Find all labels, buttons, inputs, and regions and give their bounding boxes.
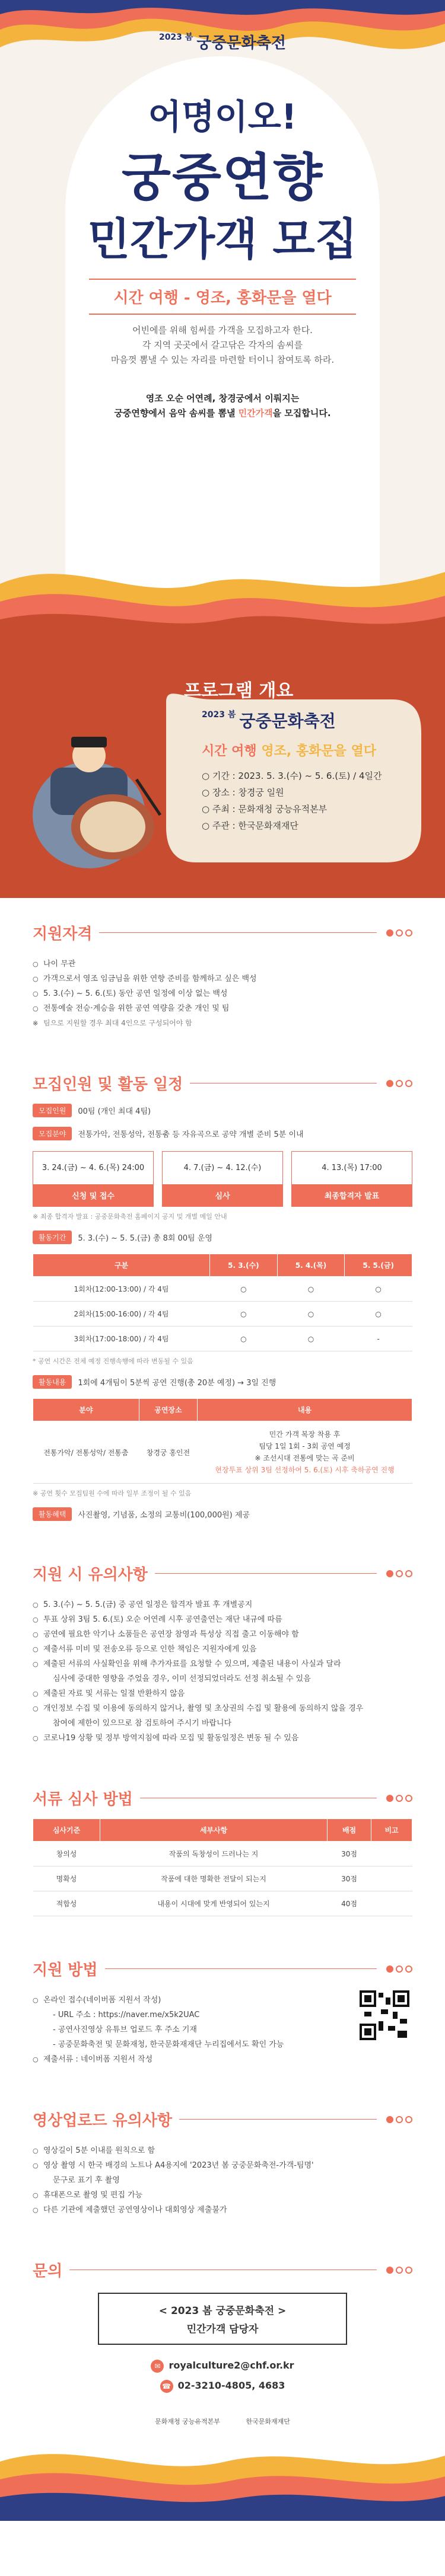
- list-item: ○ 공연에 필요한 악기나 소품들은 공연장 참영과 특성상 직접 출고 이동해야 함: [33, 1627, 412, 1642]
- tag-label: 활동기간: [33, 1231, 72, 1244]
- step-date: 3. 24.(금) ~ 4. 6.(목) 24:00: [42, 1164, 145, 1172]
- hero-section: [0, 0, 445, 649]
- table-header: 내용: [198, 1399, 412, 1421]
- activity-period: 5. 3.(수) ~ 5. 5.(금) 총 8회 00팀 운영: [78, 1234, 212, 1243]
- contact-title: 문의: [33, 2262, 63, 2280]
- step-label: 최종합격자 발표: [292, 1184, 412, 1206]
- content-line: 민간 가객 복장 착용 후: [269, 1430, 341, 1439]
- benefit-row: [33, 1507, 412, 1521]
- list-item: 참여에 제한이 있으므로 참 검토하여 주시기 바랍니다: [53, 1719, 232, 1728]
- apply-list: [33, 1993, 329, 2067]
- table-header: 5. 3.(수): [210, 1254, 278, 1277]
- video-list: [33, 2143, 412, 2217]
- phone-icon: ☎: [160, 2380, 173, 2393]
- qualification-note: ※ 팀으로 지원할 경우 최대 4인으로 구성되어야 함: [33, 1016, 412, 1031]
- hero-subtitle: 시간 여행 - 영조, 홍화문을 열다: [89, 279, 356, 315]
- contact-box: [98, 2293, 347, 2345]
- step-label: 신청 및 접수: [33, 1184, 153, 1206]
- list-item: ○ 투표 상위 3팀 5. 6.(토) 오순 어연례 시후 공연출연는 재단 내규에 따름: [33, 1612, 412, 1627]
- caution-section: [0, 1539, 445, 1763]
- table-header: 비고: [371, 1819, 412, 1842]
- program-overview: [0, 649, 445, 898]
- desc2-highlight: 민간가객: [238, 408, 273, 418]
- list-item: ○ 영상길이 5분 이내를 원칙으로 함: [33, 2143, 412, 2158]
- qualification-section: [0, 898, 445, 1049]
- content-line: 팀당 1일 1회 - 3회 공연 예정: [259, 1442, 351, 1450]
- program-organizer: ○ 주관 : 한국문화재재단: [202, 820, 298, 831]
- list-item: ○ 5. 3.(수) ~ 5. 6.(토) 동안 공연 일정에 이상 없는 백성: [33, 986, 412, 1001]
- tag-label: 모집인원: [33, 1104, 72, 1117]
- logo-year: 2023 봄: [158, 33, 193, 42]
- step-label: 심사: [163, 1184, 282, 1206]
- schedule-note: * 공연 시간은 전체 예정 진행속행에 따라 변동될 수 있음: [33, 1357, 193, 1365]
- program-logo-text: 궁중문화축전: [239, 711, 336, 731]
- program-period: ○ 기간 : 2023. 5. 3.(수) ~ 5. 6.(토) / 4일간: [202, 771, 382, 781]
- footer-wave: [0, 2426, 445, 2521]
- hero-description: [77, 323, 368, 367]
- mark-cell: ○: [345, 1302, 412, 1327]
- section-title: [33, 922, 412, 944]
- score-cell: 30점: [328, 1867, 371, 1891]
- contact-festival: < 2023 봄 궁중문화축전 >: [158, 2305, 287, 2317]
- recruitment-section: [0, 1049, 445, 1539]
- mark-cell: ○: [277, 1302, 345, 1327]
- contact-section: [0, 2235, 445, 2426]
- mark-cell: ○: [210, 1327, 278, 1351]
- activity-table: [33, 1398, 412, 1484]
- recruit-title: 모집인원 및 활동 일정: [33, 1076, 183, 1094]
- mark-cell: ○: [210, 1277, 278, 1302]
- tag-label: 모집분야: [33, 1127, 72, 1140]
- apply-url[interactable]: - URL 주소 : https://naver.me/x5k2UAC: [53, 2011, 200, 2019]
- email-icon: ✉: [151, 2360, 164, 2373]
- festival-logo: [0, 31, 445, 53]
- content-line: ※ 조선시대 전통에 맞는 곡 준비: [255, 1454, 355, 1462]
- desc-line: 각 지역 곳곳에서 갈고닦은 각자의 솜씨를: [142, 340, 303, 350]
- desc-line: 어빈에를 위해 힘써를 가객을 모집하고자 한다.: [132, 325, 313, 335]
- bottom-wave-decoration: [0, 530, 445, 649]
- slot-cell: 3회차(17:00-18:00) / 각 4팀: [33, 1327, 210, 1351]
- desc-line: 마음껏 뽐낼 수 있는 자리를 마련할 터이니 참여토록 하라.: [110, 354, 335, 365]
- review-table: [33, 1818, 412, 1916]
- hero-description-bold: [65, 391, 380, 421]
- list-item: ○ 제출된 서류의 사실확인을 위해 추가자료를 요청할 수 있으며, 제출된 내용이 사실과 달라: [33, 1657, 412, 1671]
- list-item: ○ 개인정보 수집 및 이용에 동의하지 않거나, 촬영 및 초상권의 수집 및 활용에 동의하지 않을 경우: [33, 1701, 412, 1716]
- section-title: [33, 1562, 412, 1584]
- table-row: [33, 1842, 412, 1867]
- detail-cell: 내용이 시대에 맞게 반영되어 있는지: [100, 1891, 328, 1916]
- caution-list: [33, 1597, 412, 1746]
- program-title: [202, 741, 376, 759]
- table-header: 구분: [33, 1254, 210, 1277]
- list-item: 심사에 중대한 영향을 주었을 경우, 이미 선정되었더라도 선정 취소될 수 있음: [53, 1674, 311, 1683]
- table-header: 분야: [33, 1399, 139, 1421]
- benefit-content: 사진촬영, 기념품, 소정의 교통비(100,000원) 제공: [78, 1511, 250, 1520]
- table-header: 세부사항: [100, 1819, 328, 1842]
- mark-cell: ○: [210, 1302, 278, 1327]
- review-title: 서류 심사 방법: [33, 1791, 133, 1808]
- list-item: ○ 5. 3.(수) ~ 5. 5.(금) 중 공연 일정은 합격자 발표 후 개별공지: [33, 1597, 412, 1612]
- recruit-count: 00팀 (개인 최대 4팀): [78, 1107, 151, 1116]
- place-cell: 창경궁 홍인전: [139, 1421, 197, 1484]
- steps-note: ※ 최종 합격자 발표 : 공중문화축전 홈페이지 공지 및 개별 메일 안내: [33, 1213, 227, 1220]
- qr-code-icon[interactable]: [360, 1990, 409, 2040]
- list-item: ○ 나이 무관: [33, 957, 412, 971]
- table-row: [33, 1867, 412, 1891]
- tag-label: 활동혜택: [33, 1507, 72, 1521]
- list-item: ○ 휴대폰으로 촬영 및 편집 가능: [33, 2188, 412, 2203]
- note-cell: [371, 1891, 412, 1916]
- mark-cell: ○: [277, 1327, 345, 1351]
- program-title-main: 시간 여행: [202, 744, 262, 759]
- mark-cell: ○: [345, 1277, 412, 1302]
- desc2-line1: 영조 오순 어연례, 창경궁에서 이뤄지는: [145, 393, 300, 404]
- section-title: [33, 2259, 412, 2281]
- logo-chf: 한국문화재재단: [246, 2418, 290, 2425]
- logo-text: 궁중문화축전: [196, 34, 287, 52]
- headline-3: 민간가객 모집: [87, 214, 358, 265]
- note-cell: [371, 1867, 412, 1891]
- footer-wave-shape: [0, 2426, 445, 2521]
- list-item: ○ 영상 촬영 시 한국 배경의 노트나 A4용지에 '2023년 봄 궁중문화축전-가객-팀명': [33, 2158, 412, 2173]
- list-item: - 공연사진영상 유튜브 업로드 후 주소 기재: [53, 2025, 197, 2034]
- note-cell: [371, 1842, 412, 1867]
- tag-label: 활동내용: [33, 1375, 72, 1389]
- logo-cha: 문화재청 궁능유적본부: [155, 2418, 220, 2425]
- program-title-light: 영조, 홍화문을 열다: [261, 744, 377, 759]
- step-card: [291, 1151, 412, 1207]
- table-row: [33, 1891, 412, 1916]
- schedule-table: [33, 1254, 412, 1351]
- detail-cell: 작품에 대한 명확한 전달이 되는지: [100, 1867, 328, 1891]
- table-header: 배점: [328, 1819, 371, 1842]
- headline-1: 어명이오!: [148, 97, 297, 137]
- table-header: 심사기준: [33, 1819, 100, 1842]
- recruit-count-row: [33, 1104, 412, 1117]
- criteria-cell: 명확성: [33, 1867, 100, 1891]
- review-section: [0, 1763, 445, 1934]
- content-line: 현장투표 상위 3팀 선정하여 5. 6.(토) 시후 축하공연 진행: [215, 1466, 395, 1474]
- qualification-list: [33, 957, 412, 1031]
- program-host: ○ 주최 : 문화재청 궁능유적본부: [202, 804, 328, 814]
- table-row: [33, 1327, 412, 1351]
- program-info: [202, 768, 382, 834]
- list-item: ○ 가객으로서 영조 임금님을 위한 연향 준비를 함께하고 싶은 백성: [33, 971, 412, 986]
- activity-row: [33, 1375, 412, 1389]
- recruit-field-row: [33, 1127, 412, 1140]
- field-cell: 전통가악/ 전통성악/ 전통춤: [33, 1421, 139, 1484]
- contact-role: 민간가객 담당자: [186, 2323, 259, 2335]
- period-row: [33, 1231, 412, 1244]
- recruit-field: 전통가악, 전통성악, 전통춤 등 자유곡으로 공약 개별 준비 5분 이내: [78, 1130, 304, 1139]
- video-section: [0, 2085, 445, 2235]
- step-card: [33, 1151, 154, 1207]
- score-cell: 40점: [328, 1891, 371, 1916]
- list-item: ○ 제출서류 : 네이버폼 지원서 작성: [33, 2052, 329, 2067]
- desc2-pre: 궁중연향에서 음악 솜씨를 뽐낼: [114, 408, 239, 418]
- desc2-post: 을 모집합니다.: [272, 408, 331, 418]
- drummer-illustration: [24, 726, 172, 880]
- program-heading: 프로그램 개요: [184, 680, 294, 701]
- program-place: ○ 장소 : 창경궁 일원: [202, 787, 284, 798]
- activity-content: 1회에 4개팀이 5분씩 공연 진행(총 20분 예정) → 3일 진행: [78, 1379, 276, 1388]
- contact-email[interactable]: royalculture2@chf.or.kr: [169, 2360, 294, 2371]
- mark-cell: -: [345, 1327, 412, 1351]
- sponsor-logos: [33, 2417, 412, 2426]
- apply-section: [0, 1934, 445, 2085]
- list-item: ○ 전통예술 전승·계승을 위한 공연 역량을 갖춘 개인 및 팀: [33, 1001, 412, 1016]
- program-logo-year: 2023 봄: [202, 710, 236, 720]
- section-title: [33, 1958, 412, 1980]
- list-item: ○ 온라인 접수(네이버폼 지원서 작성): [33, 1993, 329, 2008]
- table-row: [33, 1277, 412, 1302]
- contact-details: [33, 2356, 412, 2396]
- criteria-cell: 창의성: [33, 1842, 100, 1867]
- table-header: 공연장소: [139, 1399, 197, 1421]
- qualification-title: 지원자격: [33, 925, 93, 943]
- list-item: 문구로 표기 후 촬영: [53, 2176, 120, 2185]
- video-title: 영상업로드 유의사항: [33, 2112, 173, 2130]
- list-item: - 공중문화축전 및 문화재청, 한국문화재재단 누리집에서도 확인 가능: [53, 2040, 284, 2049]
- schedule-steps: [33, 1151, 412, 1207]
- contact-phone[interactable]: 02-3210-4805, 4683: [177, 2380, 285, 2391]
- content-cell: [198, 1421, 412, 1484]
- table-header: 5. 4.(목): [277, 1254, 345, 1277]
- slot-cell: 2회차(15:00-16:00) / 각 4팀: [33, 1302, 210, 1327]
- section-title: [33, 2108, 412, 2130]
- table-row: [33, 1421, 412, 1484]
- list-item: ○ 제출된 자료 및 서류는 일절 반환하지 않음: [33, 1686, 412, 1701]
- list-item: ○ 제출서류 미비 및 전송오류 등으로 인한 책임은 지원자에게 있음: [33, 1642, 412, 1657]
- list-item: ○ 다른 기관에 제출했던 공연영상이나 대회영상 제출불가: [33, 2203, 412, 2217]
- criteria-cell: 적합성: [33, 1891, 100, 1916]
- mark-cell: ○: [277, 1277, 345, 1302]
- step-card: [162, 1151, 283, 1207]
- slot-cell: 1회차(12:00-13:00) / 각 4팀: [33, 1277, 210, 1302]
- table-header: 5. 5.(금): [345, 1254, 412, 1277]
- section-title: [33, 1072, 412, 1094]
- step-date: 4. 7.(금) ~ 4. 12.(수): [183, 1164, 262, 1172]
- program-logo: [202, 708, 336, 732]
- table-row: [33, 1302, 412, 1327]
- section-title: [33, 1787, 412, 1809]
- list-item: ○ 코로나19 상황 및 정부 방역지침에 따라 모집 및 활동일정은 변동 될 수 있음: [33, 1731, 412, 1746]
- score-cell: 30점: [328, 1842, 371, 1867]
- detail-cell: 작품의 독창성이 드러나는 지: [100, 1842, 328, 1867]
- caution-title: 지원 시 유의사항: [33, 1566, 148, 1584]
- apply-title: 지원 방법: [33, 1961, 98, 1979]
- headline-2: 궁중연향: [121, 148, 324, 207]
- step-date: 4. 13.(목) 17:00: [322, 1164, 382, 1172]
- activity-note: ※ 공연 횟수 모집팀원 수에 따라 일부 조정이 될 수 있음: [33, 1490, 192, 1497]
